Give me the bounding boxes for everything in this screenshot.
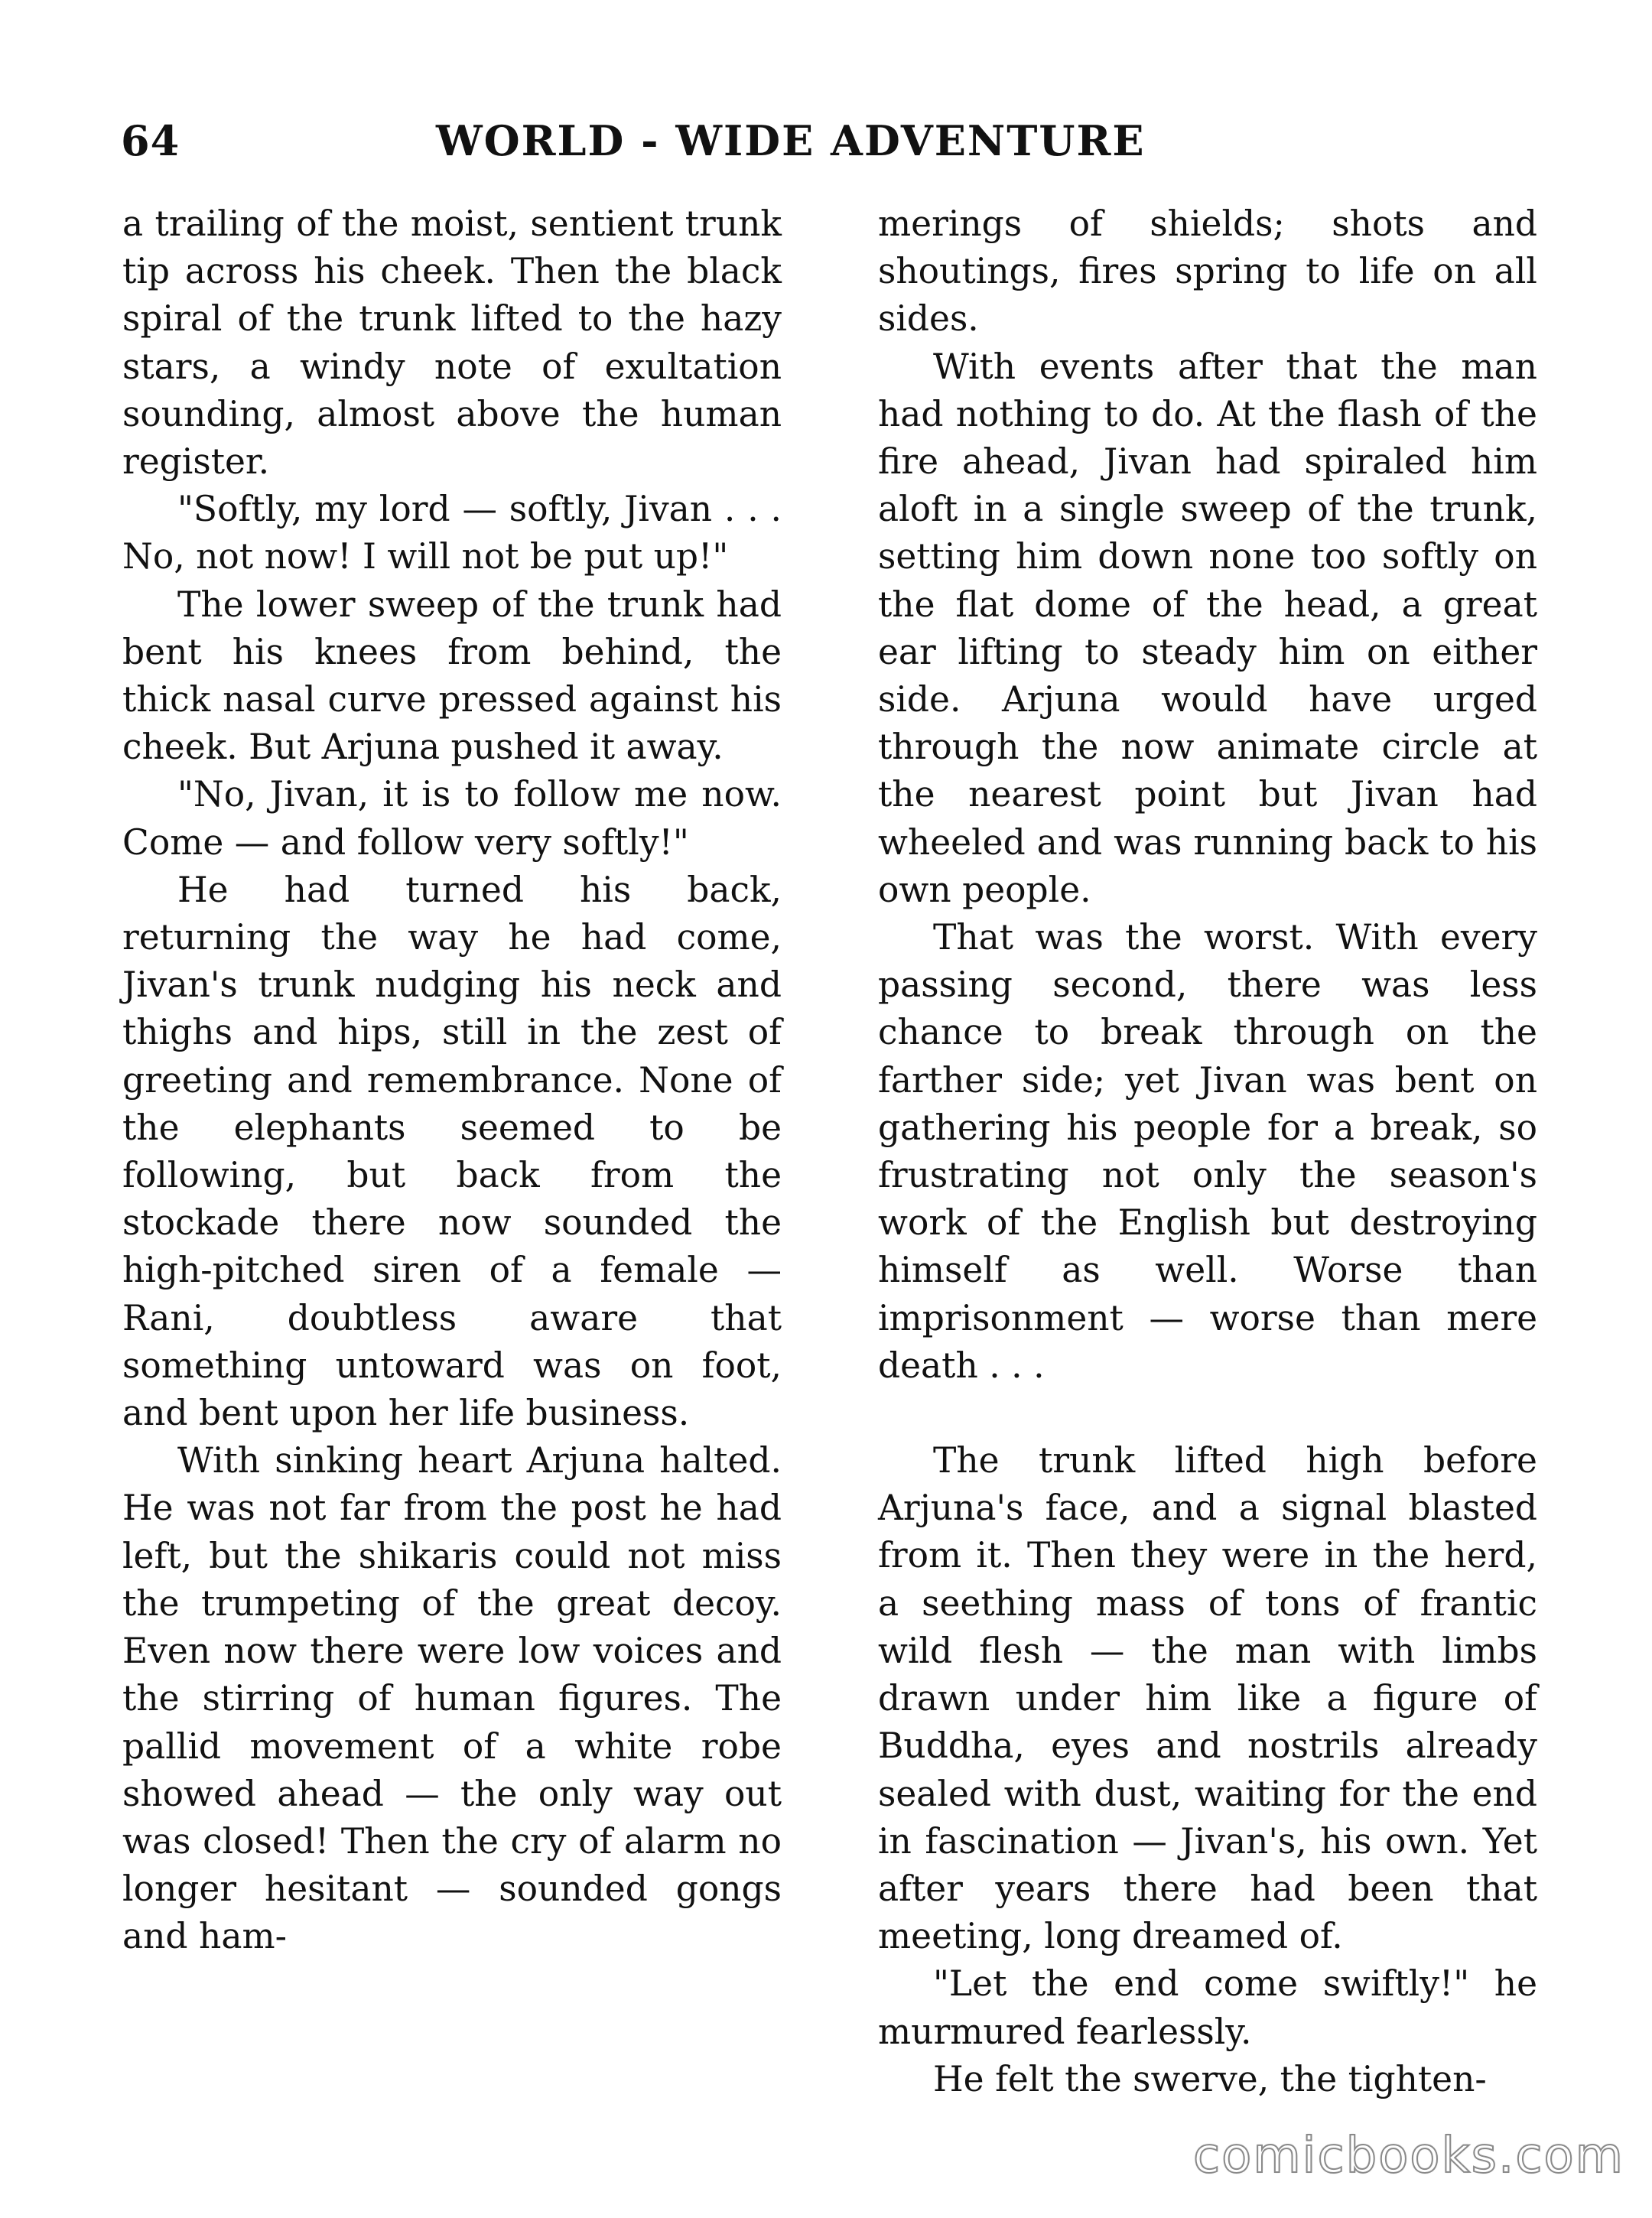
page-header <box>115 116 1568 177</box>
paragraph: "Let the end come swiftly!" he murmured fearlessly. <box>878 1963 1537 2052</box>
paragraph: He felt the swerve, the tighten- <box>933 2058 1487 2099</box>
paragraph: The lower sweep of the trunk had bent his knees from behind, the thick nasal curve pressed against his cheek. But Arjuna pushed it away. <box>122 584 782 768</box>
running-title: WORLD - WIDE ADVENTURE <box>436 116 1146 165</box>
paragraph: a trailing of the moist, sentient trunk tip across his cheek. Then the black spiral of the trunk lifted to the hazy stars, a windy note of exultation sounding, almost above the human register. <box>122 203 782 483</box>
paragraph: "Softly, my lord — softly, Jivan . . . No, not now! I will not be put up!" <box>122 489 782 577</box>
right-column <box>878 200 1537 2103</box>
paragraph: With sinking heart Arjuna halted. He was not far from the post he had left, but the shikaris could not miss the trumpeting of the great decoy. Even now there were low voices and the stirring of human figures. The pallid movement of a white robe showed ahead — the only way out was closed! Then the cry of alarm no longer hesitant — sounded gongs and ham- <box>122 1440 782 1957</box>
watermark: comicbooks.com <box>1192 2128 1624 2184</box>
paragraph: "No, Jivan, it is to follow me now. Come — and follow very softly!" <box>122 774 782 863</box>
paragraph: merings of shields; shots and shoutings, fires spring to life on all sides. <box>878 203 1537 340</box>
page-number: 64 <box>121 116 180 165</box>
paragraph: With events after that the man had nothing to do. At the flash of the fire ahead, Jivan had spiraled him aloft in a single sweep of the trunk, setting him down none too softly on the flat dome of the head, a great ear lifting to steady him on either side. Arjuna would have urged through the now animate circle at the nearest point but Jivan had wheeled and was running back to his own people. <box>878 346 1537 910</box>
paragraph: He had turned his back, returning the way he had come, Jivan's trunk nudging his neck and thighs and hips, still in the zest of greeting and remembrance. None of the elephants seemed to be following, but back from the stockade there now sounded the high-pitched siren of a female — Rani, doubtless aware that something untoward was on foot, and bent upon her life business. <box>122 869 782 1434</box>
paragraph: The trunk lifted high before Arjuna's face, and a signal blasted from it. Then they were in the herd, a seething mass of tons of frantic wild flesh — the man with limbs drawn under him like a figure of Buddha, eyes and nostrils already sealed with dust, waiting for the end in fascination — Jivan's, his own. Yet after years there had been that meeting, long dreamed of. <box>878 1440 1537 1957</box>
left-column <box>122 200 782 1961</box>
paragraph: That was the worst. With every passing second, there was less chance to break through on the farther side; yet Jivan was bent on gathering his people for a break, so frustrating not only the season's work of the English but destroying himself as well. Worse than imprisonment — worse than mere death . . . <box>878 917 1537 1386</box>
